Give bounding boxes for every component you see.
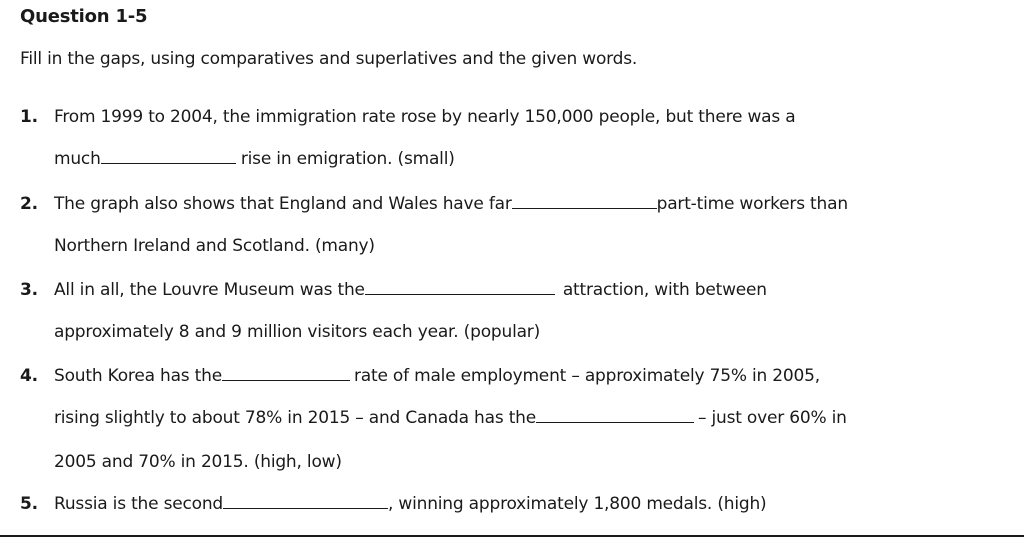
- instruction-text: Fill in the gaps, using comparatives and superlatives and the given words.: [20, 49, 638, 69]
- answer-blank[interactable]: [222, 366, 350, 381]
- answer-blank[interactable]: [101, 149, 236, 164]
- question-1-line-1: [54, 107, 795, 127]
- question-4-line-3: [54, 452, 342, 472]
- question-4-line-2: [54, 408, 847, 428]
- question-text: All in all, the Louvre Museum was the: [54, 280, 365, 300]
- question-text: Northern Ireland and Scotland. (many): [54, 236, 375, 256]
- question-5-line-1: [54, 494, 766, 514]
- answer-blank[interactable]: [536, 408, 694, 423]
- question-4-line-1: [54, 366, 820, 386]
- answer-blank[interactable]: [512, 194, 657, 209]
- question-text: 2005 and 70% in 2015. (high, low): [54, 452, 342, 472]
- question-number: 5.: [20, 494, 38, 514]
- question-text: approximately 8 and 9 million visitors each year. (popular): [54, 322, 541, 342]
- question-text: From 1999 to 2004, the immigration rate rose by nearly 150,000 people, but there was a: [54, 107, 796, 127]
- question-2-line-2: [54, 236, 375, 256]
- question-text: rising slightly to about 78% in 2015 – and Canada has the: [54, 408, 536, 428]
- question-text: attraction, with between: [562, 280, 767, 300]
- question-text: part-time workers than: [656, 194, 848, 214]
- answer-blank[interactable]: [223, 494, 388, 509]
- question-number: 1.: [20, 107, 38, 127]
- question-1-line-2: [54, 149, 455, 169]
- question-text: Russia is the second: [54, 494, 223, 514]
- question-3-line-1: [54, 280, 767, 300]
- question-text: much: [54, 149, 101, 169]
- question-heading: Question 1-5: [20, 6, 148, 27]
- question-text: – just over 60% in: [698, 408, 847, 428]
- question-text: rise in emigration. (small): [240, 149, 455, 169]
- question-number: 4.: [20, 366, 38, 386]
- question-2-line-1: [54, 194, 848, 214]
- question-text: rate of male employment – approximately 75% in 2005,: [353, 366, 820, 386]
- question-text: South Korea has the: [54, 366, 222, 386]
- question-3-line-2: [54, 322, 540, 342]
- answer-blank[interactable]: [365, 280, 555, 295]
- question-number: 3.: [20, 280, 38, 300]
- question-text: The graph also shows that England and Wales have far: [54, 194, 512, 214]
- question-number: 2.: [20, 194, 38, 214]
- question-text: , winning approximately 1,800 medals. (high): [388, 494, 767, 514]
